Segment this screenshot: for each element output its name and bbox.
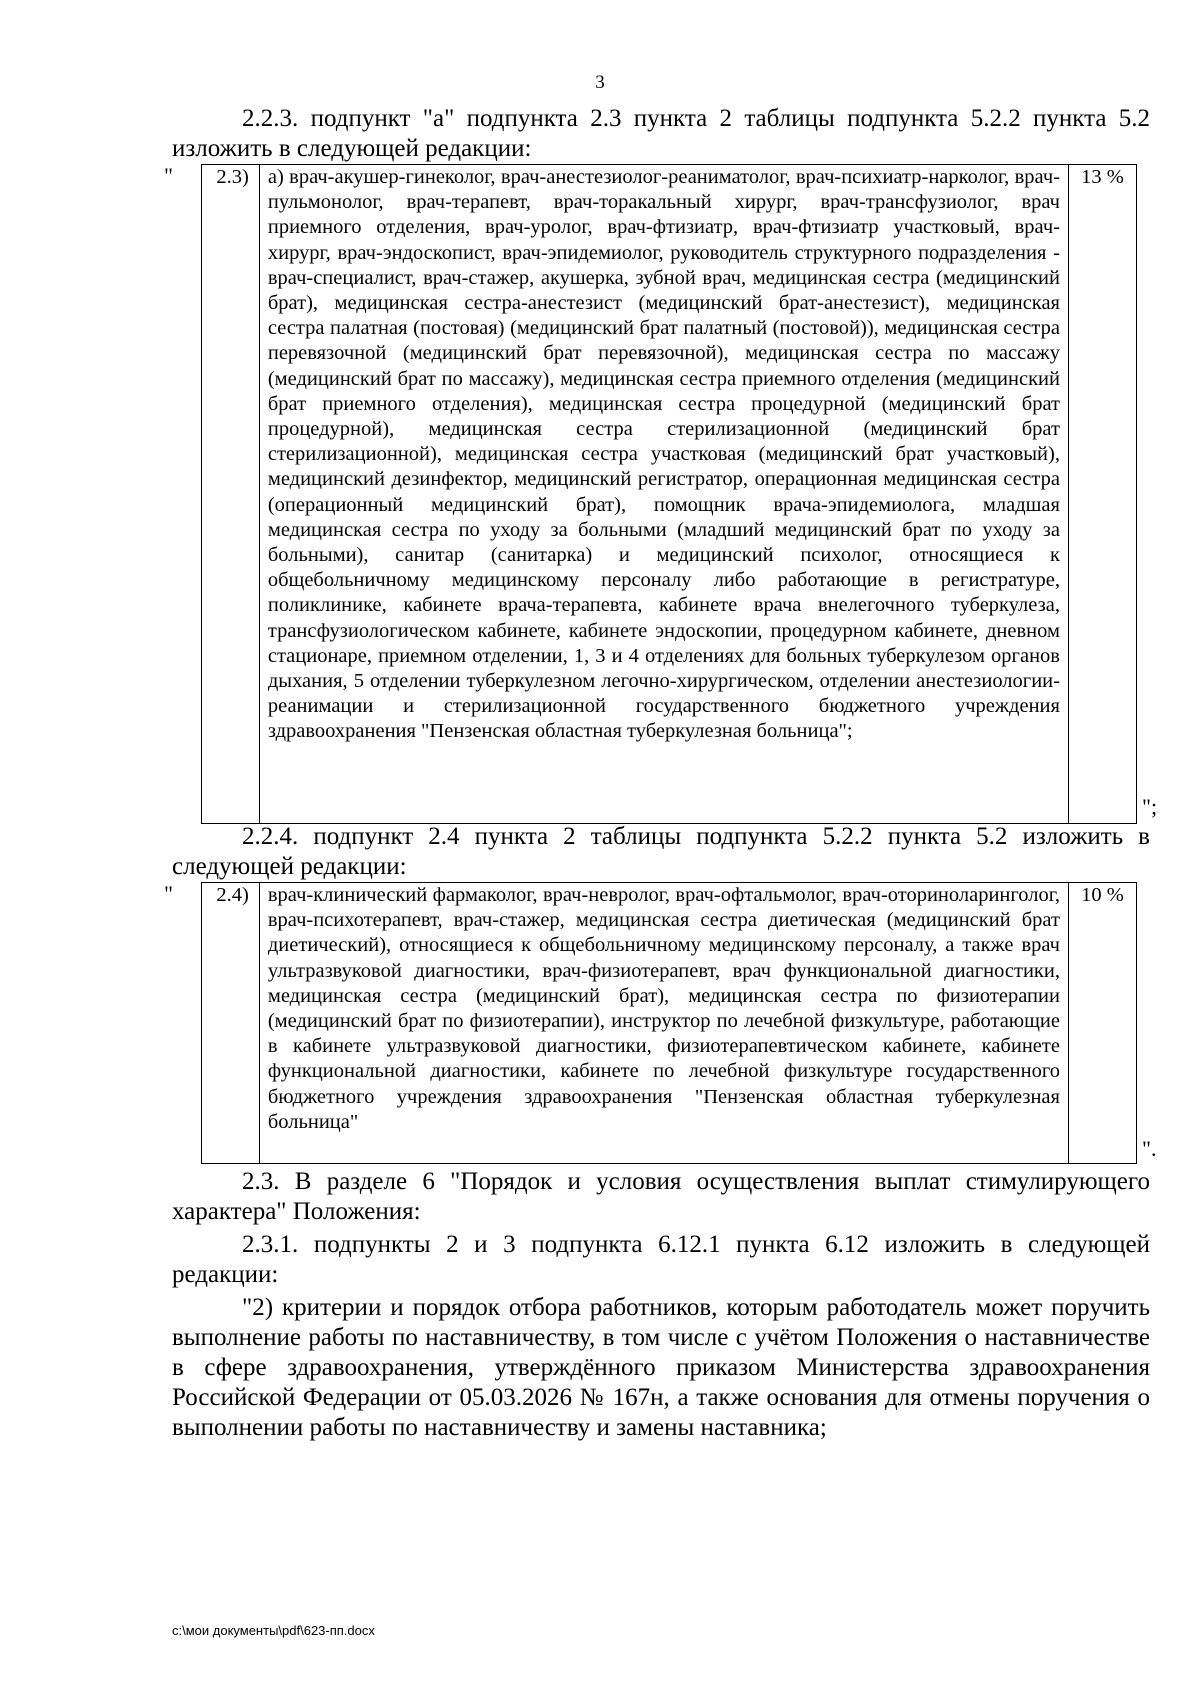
page-number: 3 [595, 72, 605, 93]
item-description: врач-клинический фармаколог, врач-невролог, врач-офтальмолог, врач-оториноларинголог, врач-психотерапевт, врач-стажер, медицинская сестра диетическая (медицинский брат диетический), относящиеся к общебольничному медицинскому персоналу, а также врач ультразвуковой диагностики, врач-физиотерапевт, врач функциональной диагностики, медицинская сестра (медицинский брат), медицинская сестра по физиотерапии (медицинский брат по физиотерапии), инструктор по лечебной физкультуре, работающие в кабинете ультразвуковой диагностики, физиотерапевтическом кабинете, кабинете функциональной диагностики, кабинете по лечебной физкультуре государственного бюджетного учреждения здравоохранения "Пензенская областная туберкулезная больница" [259, 883, 1068, 1164]
table-open-quote: " [164, 881, 173, 906]
paragraph-2-3-1: 2.3.1. подпункты 2 и 3 подпункта 6.12.1 пункта 6.12 изложить в следующей редакции: [172, 1231, 1150, 1288]
paragraph-criteria: "2) критерии и порядок отбора работников, которым работодатель может поручить выполнение работы по наставничеству, в том числе с учётом Положения о наставничестве в сфере здравоохранения, утверждённого приказом Министерства здравоохранения Российской Федерации от 05.03.2026 № 167н, а также основания для отмены поручения о выполнении работы по наставничеству и замены наставника; [172, 1294, 1150, 1441]
item-number: 2.4) [202, 883, 260, 1164]
footer-file-path: c:\мои документы\pdf\623-пп.docx [172, 1623, 375, 1638]
item-percent: 10 % [1068, 883, 1136, 1164]
item-number: 2.3) [202, 165, 260, 824]
paragraph-2-2-4: 2.2.4. подпункт 2.4 пункта 2 таблицы подпункта 5.2.2 пункта 5.2 изложить в следующей редакции: [172, 823, 1150, 880]
table-row [202, 165, 1137, 824]
amendment-table-2-3 [201, 164, 1137, 824]
table-close-quote: ". [1142, 1136, 1157, 1161]
item-description: а) врач-акушер-гинеколог, врач-анестезиолог-реаниматолог, врач-психиатр-нарколог, врач-пульмонолог, врач-терапевт, врач-торакальный хирург, врач-трансфузиолог, врач приемного отделения, врач-уролог, врач-фтизиатр, врач-фтизиатр участковый, врач-хирург, врач-эндоскопист, врач-эпидемиолог, руководитель структурного подразделения - врач-специалист, врач-стажер, акушерка, зубной врач, медицинская сестра (медицинский брат), медицинская сестра-анестезист (медицинский брат-анестезист), медицинская сестра палатная (постовая) (медицинский брат палатный (постовой)), медицинская сестра перевязочной (медицинский брат перевязочной), медицинская сестра по массажу (медицинский брат по массажу), медицинская сестра приемного отделения (медицинский брат приемного отделения), медицинская сестра процедурной (медицинский брат процедурной), медицинская сестра стерилизационной (медицинский брат стерилизационной), медицинская сестра участковая (медицинский брат участковый), медицинский дезинфектор, медицинский регистратор, операционная медицинская сестра (операционный медицинский брат), помощник врача-эпидемиолога, младшая медицинская сестра по уходу за больными (младший медицинский брат по уходу за больными), санитар (санитарка) и медицинский психолог, относящиеся к общебольничному медицинскому персоналу либо работающие в регистратуре, поликлинике, кабинете врача-терапевта, кабинете врача внелегочного туберкулеза, трансфузиологическом кабинете, кабинете эндоскопии, процедурном кабинете, дневном стационаре, приемном отделении, 1, 3 и 4 отделениях для больных туберкулезом органов дыхания, 5 отделении туберкулезном легочно-хирургическом, отделении анестезиологии-реанимации и стерилизационной государственного бюджетного учреждения здравоохранения "Пензенская областная туберкулезная больница"; [259, 165, 1068, 824]
table-open-quote: " [164, 163, 173, 188]
table-close-quote: "; [1142, 794, 1158, 819]
paragraph-2-2-3: 2.2.3. подпункт "а" подпункта 2.3 пункта 2 таблицы подпункта 5.2.2 пункта 5.2 изложить в следующей редакции: [172, 105, 1150, 162]
paragraph-2-3: 2.3. В разделе 6 "Порядок и условия осуществления выплат стимулирующего характера" Положения: [172, 1168, 1150, 1225]
table-row [202, 883, 1137, 1164]
amendment-table-2-4 [201, 882, 1137, 1164]
item-percent: 13 % [1068, 165, 1136, 824]
